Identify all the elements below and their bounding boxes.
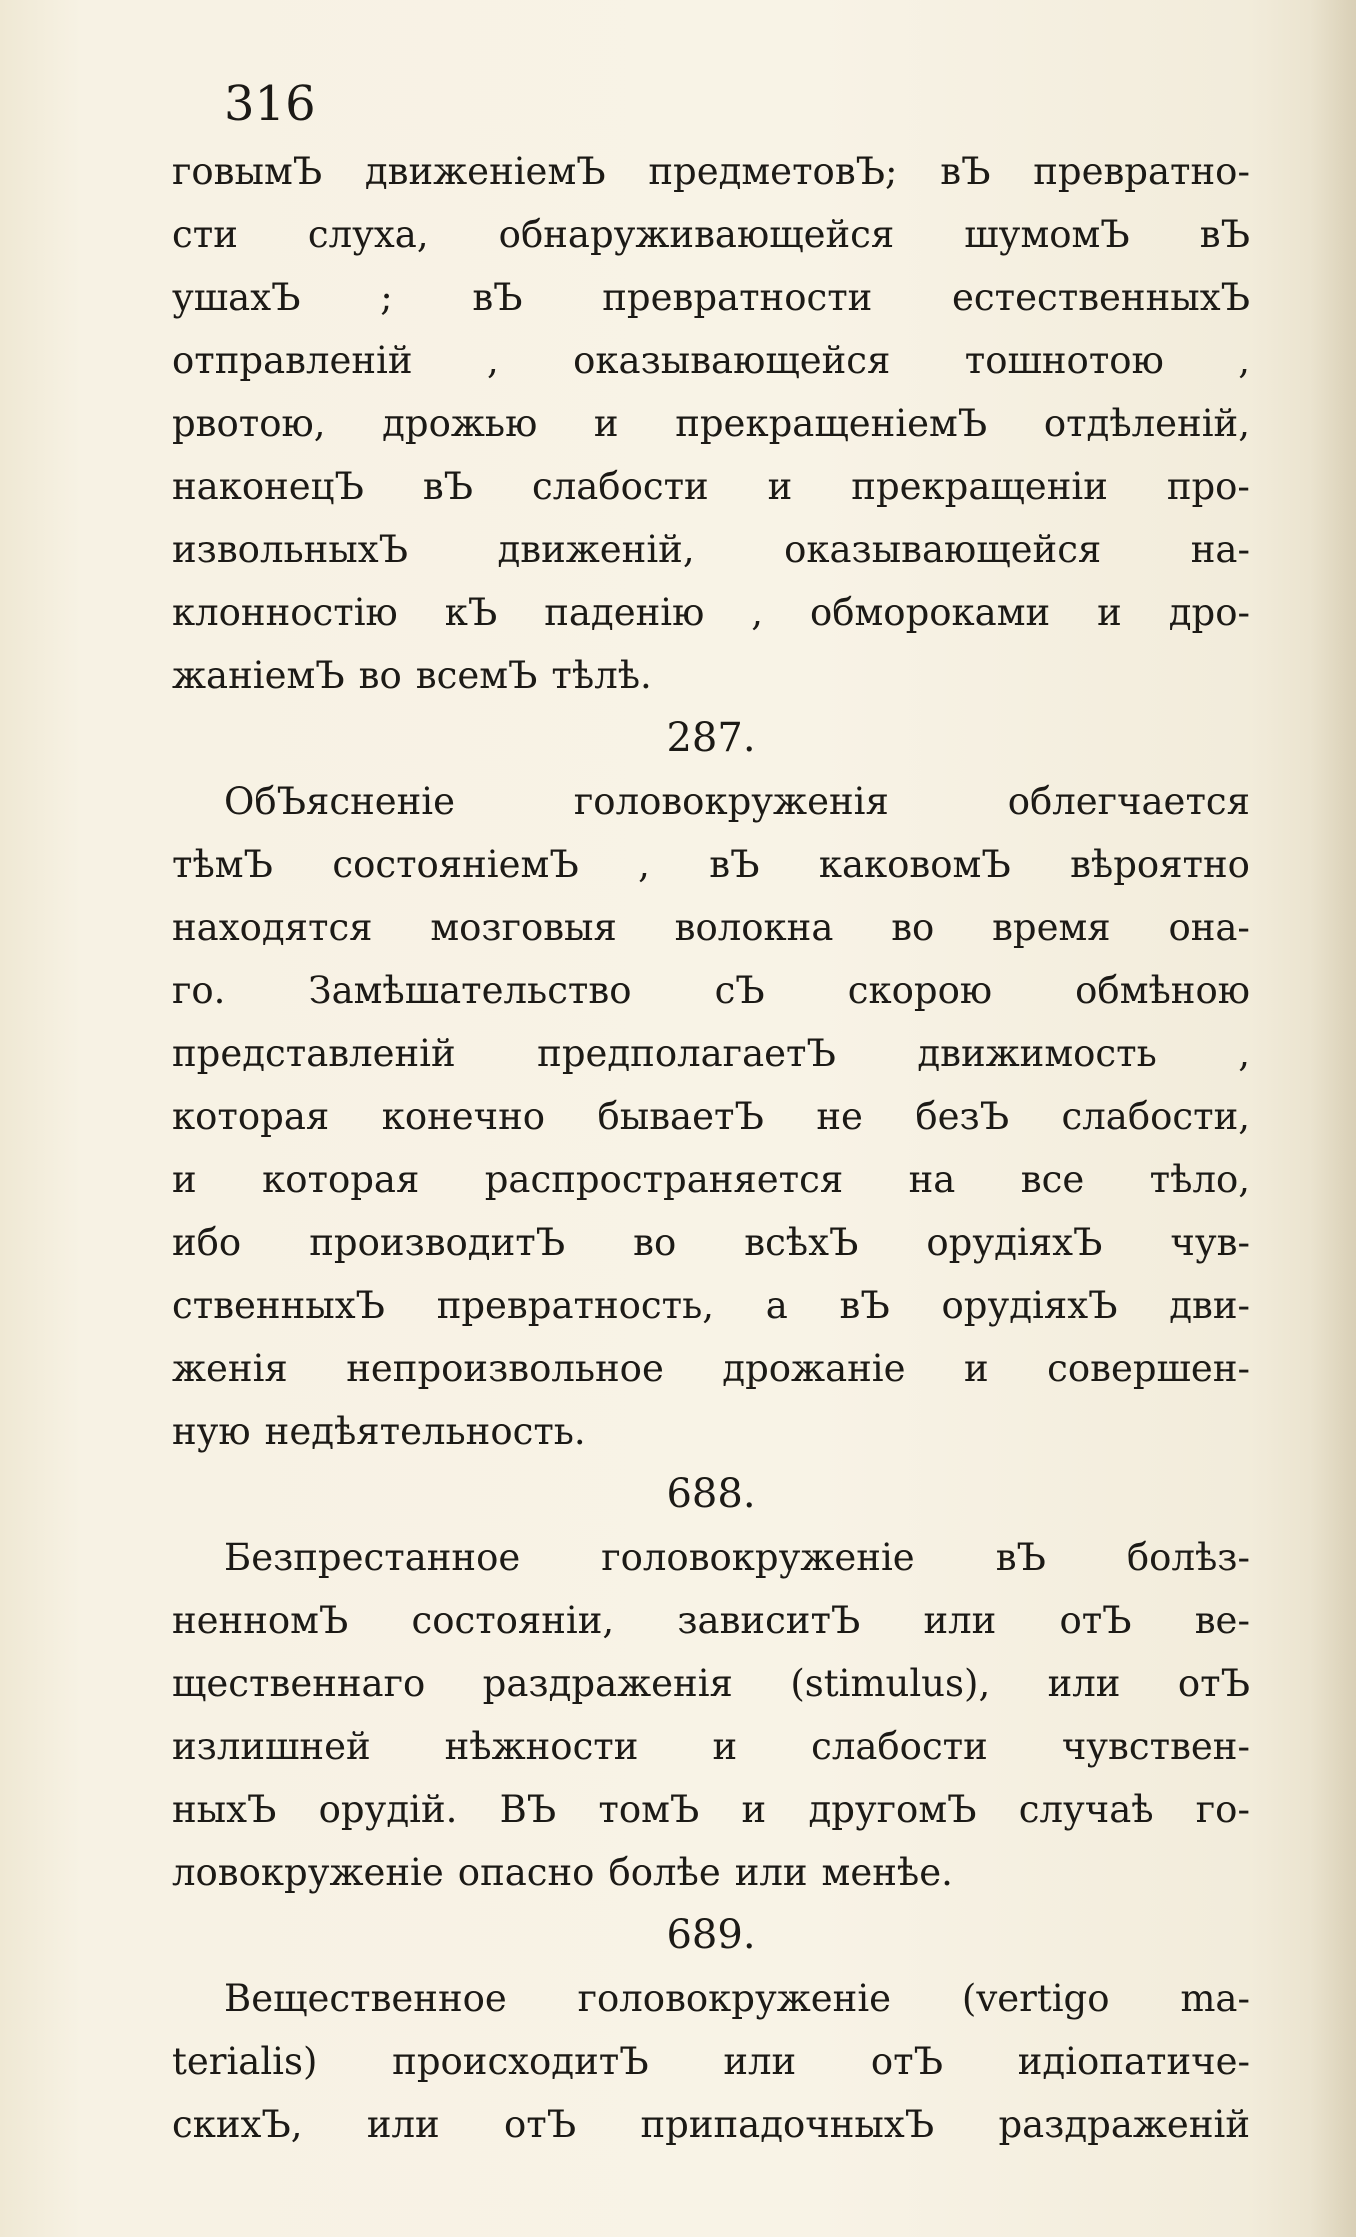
word: го- — [1195, 1788, 1250, 1831]
text-line — [172, 1778, 1250, 1841]
word: конечно — [381, 1095, 546, 1138]
word: болѣз- — [1126, 1536, 1250, 1579]
word: или — [723, 2040, 797, 2083]
word: бываетЪ — [597, 1095, 764, 1138]
word: женія — [172, 1347, 288, 1390]
text-line — [172, 392, 1250, 455]
word: каковомЪ — [818, 843, 1011, 886]
word: , — [486, 339, 499, 382]
word: тѣло, — [1149, 1158, 1250, 1201]
word: жаніемЪ — [172, 654, 345, 697]
word: нѣжности — [444, 1725, 639, 1768]
text-line — [172, 266, 1250, 329]
word: во — [891, 906, 935, 949]
word: паденію — [544, 591, 705, 634]
text-line — [172, 1652, 1250, 1715]
word: недѣятельность. — [264, 1410, 586, 1453]
word: распространяется — [484, 1158, 844, 1201]
word: время — [992, 906, 1111, 949]
text-line — [172, 203, 1250, 266]
word: не — [816, 1095, 863, 1138]
word: обнаруживающейся — [498, 213, 895, 256]
text-line — [172, 140, 1250, 203]
word: отдѣленій, — [1043, 402, 1250, 445]
word: она- — [1168, 906, 1250, 949]
word: наконецЪ — [172, 465, 364, 508]
word: движеніемЪ — [364, 150, 606, 193]
word: дрожаніе — [722, 1347, 906, 1390]
text-line — [172, 896, 1250, 959]
word: отправленій — [172, 339, 413, 382]
word: го. — [172, 969, 226, 1012]
word: головокруженіе — [601, 1536, 915, 1579]
word: предполагаетЪ — [537, 1032, 836, 1075]
word: или — [734, 1851, 808, 1894]
word: слабости — [811, 1725, 988, 1768]
word: дро- — [1168, 591, 1250, 634]
text-line — [172, 1841, 1250, 1904]
text-line — [172, 770, 1250, 833]
word: волокна — [674, 906, 834, 949]
word: орудіяхЪ — [941, 1284, 1118, 1327]
word: менѣе. — [821, 1851, 953, 1894]
word: облегчается — [1007, 780, 1250, 823]
word: происходитЪ — [392, 2040, 649, 2083]
word: шумомЪ — [964, 213, 1130, 256]
word: скихЪ, — [172, 2103, 303, 2146]
body-text — [172, 140, 1250, 2156]
word: предметовЪ; — [648, 150, 898, 193]
word: отЪ — [870, 2040, 944, 2083]
word: вЪ — [709, 843, 760, 886]
word: Безпрестанное — [224, 1536, 521, 1579]
word: оказывающейся — [573, 339, 891, 382]
word: движеній, — [497, 528, 695, 571]
word: орудіяхЪ — [926, 1221, 1103, 1264]
word: скорою — [847, 969, 993, 1012]
word: тошнотою — [964, 339, 1164, 382]
word: чув- — [1170, 1221, 1250, 1264]
word: извольныхЪ — [172, 528, 408, 571]
page-edge-shadow — [1310, 0, 1356, 2237]
word: ненномЪ — [172, 1599, 349, 1642]
text-line — [172, 581, 1250, 644]
word: случаѣ — [1018, 1788, 1154, 1831]
text-line — [172, 329, 1250, 392]
word: ушахЪ — [172, 276, 301, 319]
word: отЪ — [504, 2103, 577, 2146]
word: зависитЪ — [677, 1599, 861, 1642]
text-line — [172, 2030, 1250, 2093]
word: представленій — [172, 1032, 456, 1075]
text-line — [172, 833, 1250, 896]
word: вѣроятно — [1070, 843, 1250, 886]
word: оказывающейся — [784, 528, 1102, 571]
word: состояніи, — [411, 1599, 615, 1642]
word: томЪ — [598, 1788, 700, 1831]
paragraph-687 — [172, 770, 1250, 1463]
word: состояніемЪ — [332, 843, 579, 886]
text-line — [172, 644, 1250, 707]
word: тѣлѣ. — [551, 654, 652, 697]
word: вЪ — [1199, 213, 1250, 256]
word: или — [923, 1599, 997, 1642]
word: и — [172, 1158, 197, 1201]
section-number-687: 287. — [666, 715, 756, 761]
word: обмѣною — [1075, 969, 1250, 1012]
text-line — [172, 518, 1250, 581]
word: (vertigo — [961, 1977, 1110, 2020]
word: головокруженія — [573, 780, 889, 823]
word: вЪ — [940, 150, 991, 193]
word: или — [1047, 1662, 1121, 1705]
word: излишней — [172, 1725, 371, 1768]
word: , — [1238, 1032, 1250, 1075]
text-line — [172, 1085, 1250, 1148]
word: ; — [380, 276, 393, 319]
word: на — [908, 1158, 956, 1201]
word: припадочныхЪ — [640, 2103, 935, 2146]
word: непроизвольное — [346, 1347, 664, 1390]
text-line — [172, 1211, 1250, 1274]
text-line — [172, 1148, 1250, 1211]
word: и — [1097, 591, 1122, 634]
word: превратности — [602, 276, 873, 319]
word: сти — [172, 213, 238, 256]
word: ОбЪясненіе — [224, 780, 456, 823]
word: чувствен- — [1061, 1725, 1250, 1768]
word: или — [366, 2103, 440, 2146]
word: слуха, — [307, 213, 429, 256]
word: слабости — [532, 465, 709, 508]
word: ную — [172, 1410, 251, 1453]
text-line — [172, 1022, 1250, 1085]
word: которая — [262, 1158, 420, 1201]
word: на- — [1190, 528, 1250, 571]
word: а — [765, 1284, 788, 1327]
word: вЪ — [422, 465, 474, 508]
word: дви- — [1169, 1284, 1250, 1327]
word: ma- — [1180, 1977, 1250, 2020]
word: ныхЪ — [172, 1788, 277, 1831]
word: и — [593, 402, 619, 445]
word: превратно- — [1033, 150, 1250, 193]
paragraph-689 — [172, 1967, 1250, 2156]
text-line — [172, 1526, 1250, 1589]
word: (stimulus), — [790, 1662, 991, 1705]
word: тѣмЪ — [172, 843, 273, 886]
word: ибо — [172, 1221, 242, 1264]
word: производитЪ — [309, 1221, 566, 1264]
section-number-688: 688. — [666, 1471, 756, 1517]
word: движимость — [917, 1032, 1157, 1075]
word: болѣе — [608, 1851, 721, 1894]
word: кЪ — [444, 591, 498, 634]
word: и — [767, 465, 793, 508]
word: terialis) — [172, 2040, 318, 2083]
word: ве- — [1194, 1599, 1250, 1642]
word: находятся — [172, 906, 373, 949]
word: совершен- — [1047, 1347, 1250, 1390]
word: всѣхЪ — [744, 1221, 859, 1264]
word: раздраженій — [998, 2103, 1250, 2146]
word: вЪ — [839, 1284, 890, 1327]
word: другомЪ — [808, 1788, 977, 1831]
word: ственныхЪ — [172, 1284, 385, 1327]
word: дрожью — [382, 402, 538, 445]
word: отЪ — [1059, 1599, 1132, 1642]
section-number-689: 689. — [666, 1912, 756, 1958]
word: естественныхЪ — [952, 276, 1250, 319]
text-line — [172, 1967, 1250, 2030]
word: опасно — [457, 1851, 595, 1894]
word: обмороками — [809, 591, 1051, 634]
word: , — [1238, 339, 1250, 382]
text-line — [172, 455, 1250, 518]
word: рвотою, — [172, 402, 326, 445]
text-line — [172, 959, 1250, 1022]
word: безЪ — [915, 1095, 1010, 1138]
word: ВЪ — [499, 1788, 557, 1831]
text-line — [172, 2093, 1250, 2156]
word: , — [638, 843, 650, 886]
word: , — [751, 591, 764, 634]
word: идіопатиче- — [1017, 2040, 1250, 2083]
word: Вещественное — [224, 1977, 507, 2020]
word: головокруженіе — [577, 1977, 892, 2020]
word: которая — [172, 1095, 330, 1138]
text-line — [172, 1400, 1250, 1463]
word: клонностію — [172, 591, 398, 634]
word: и — [712, 1725, 738, 1768]
word: во — [358, 654, 402, 697]
word: превратность, — [436, 1284, 715, 1327]
word: говымЪ — [172, 150, 323, 193]
word: всемЪ — [415, 654, 538, 697]
word: во — [633, 1221, 677, 1264]
text-line — [172, 1715, 1250, 1778]
word: орудій. — [318, 1788, 458, 1831]
word: вЪ — [995, 1536, 1046, 1579]
word: отЪ — [1177, 1662, 1250, 1705]
text-line — [172, 1589, 1250, 1652]
word: про- — [1166, 465, 1250, 508]
word: прекращеніемЪ — [675, 402, 988, 445]
word: Замѣшательство — [308, 969, 632, 1012]
paragraph-686-continuation — [172, 140, 1250, 707]
word: и — [741, 1788, 767, 1831]
word: раздраженія — [482, 1662, 733, 1705]
word: мозговыя — [430, 906, 617, 949]
text-line — [172, 1274, 1250, 1337]
text-line — [172, 1337, 1250, 1400]
paragraph-688 — [172, 1526, 1250, 1904]
word: прекращеніи — [851, 465, 1108, 508]
word: и — [963, 1347, 989, 1390]
word: все — [1020, 1158, 1085, 1201]
word: вЪ — [472, 276, 523, 319]
word: щественнаго — [172, 1662, 426, 1705]
word: слабости, — [1061, 1095, 1250, 1138]
page-number: 316 — [224, 76, 316, 132]
word: ловокруженіе — [172, 1851, 444, 1894]
word: сЪ — [714, 969, 765, 1012]
